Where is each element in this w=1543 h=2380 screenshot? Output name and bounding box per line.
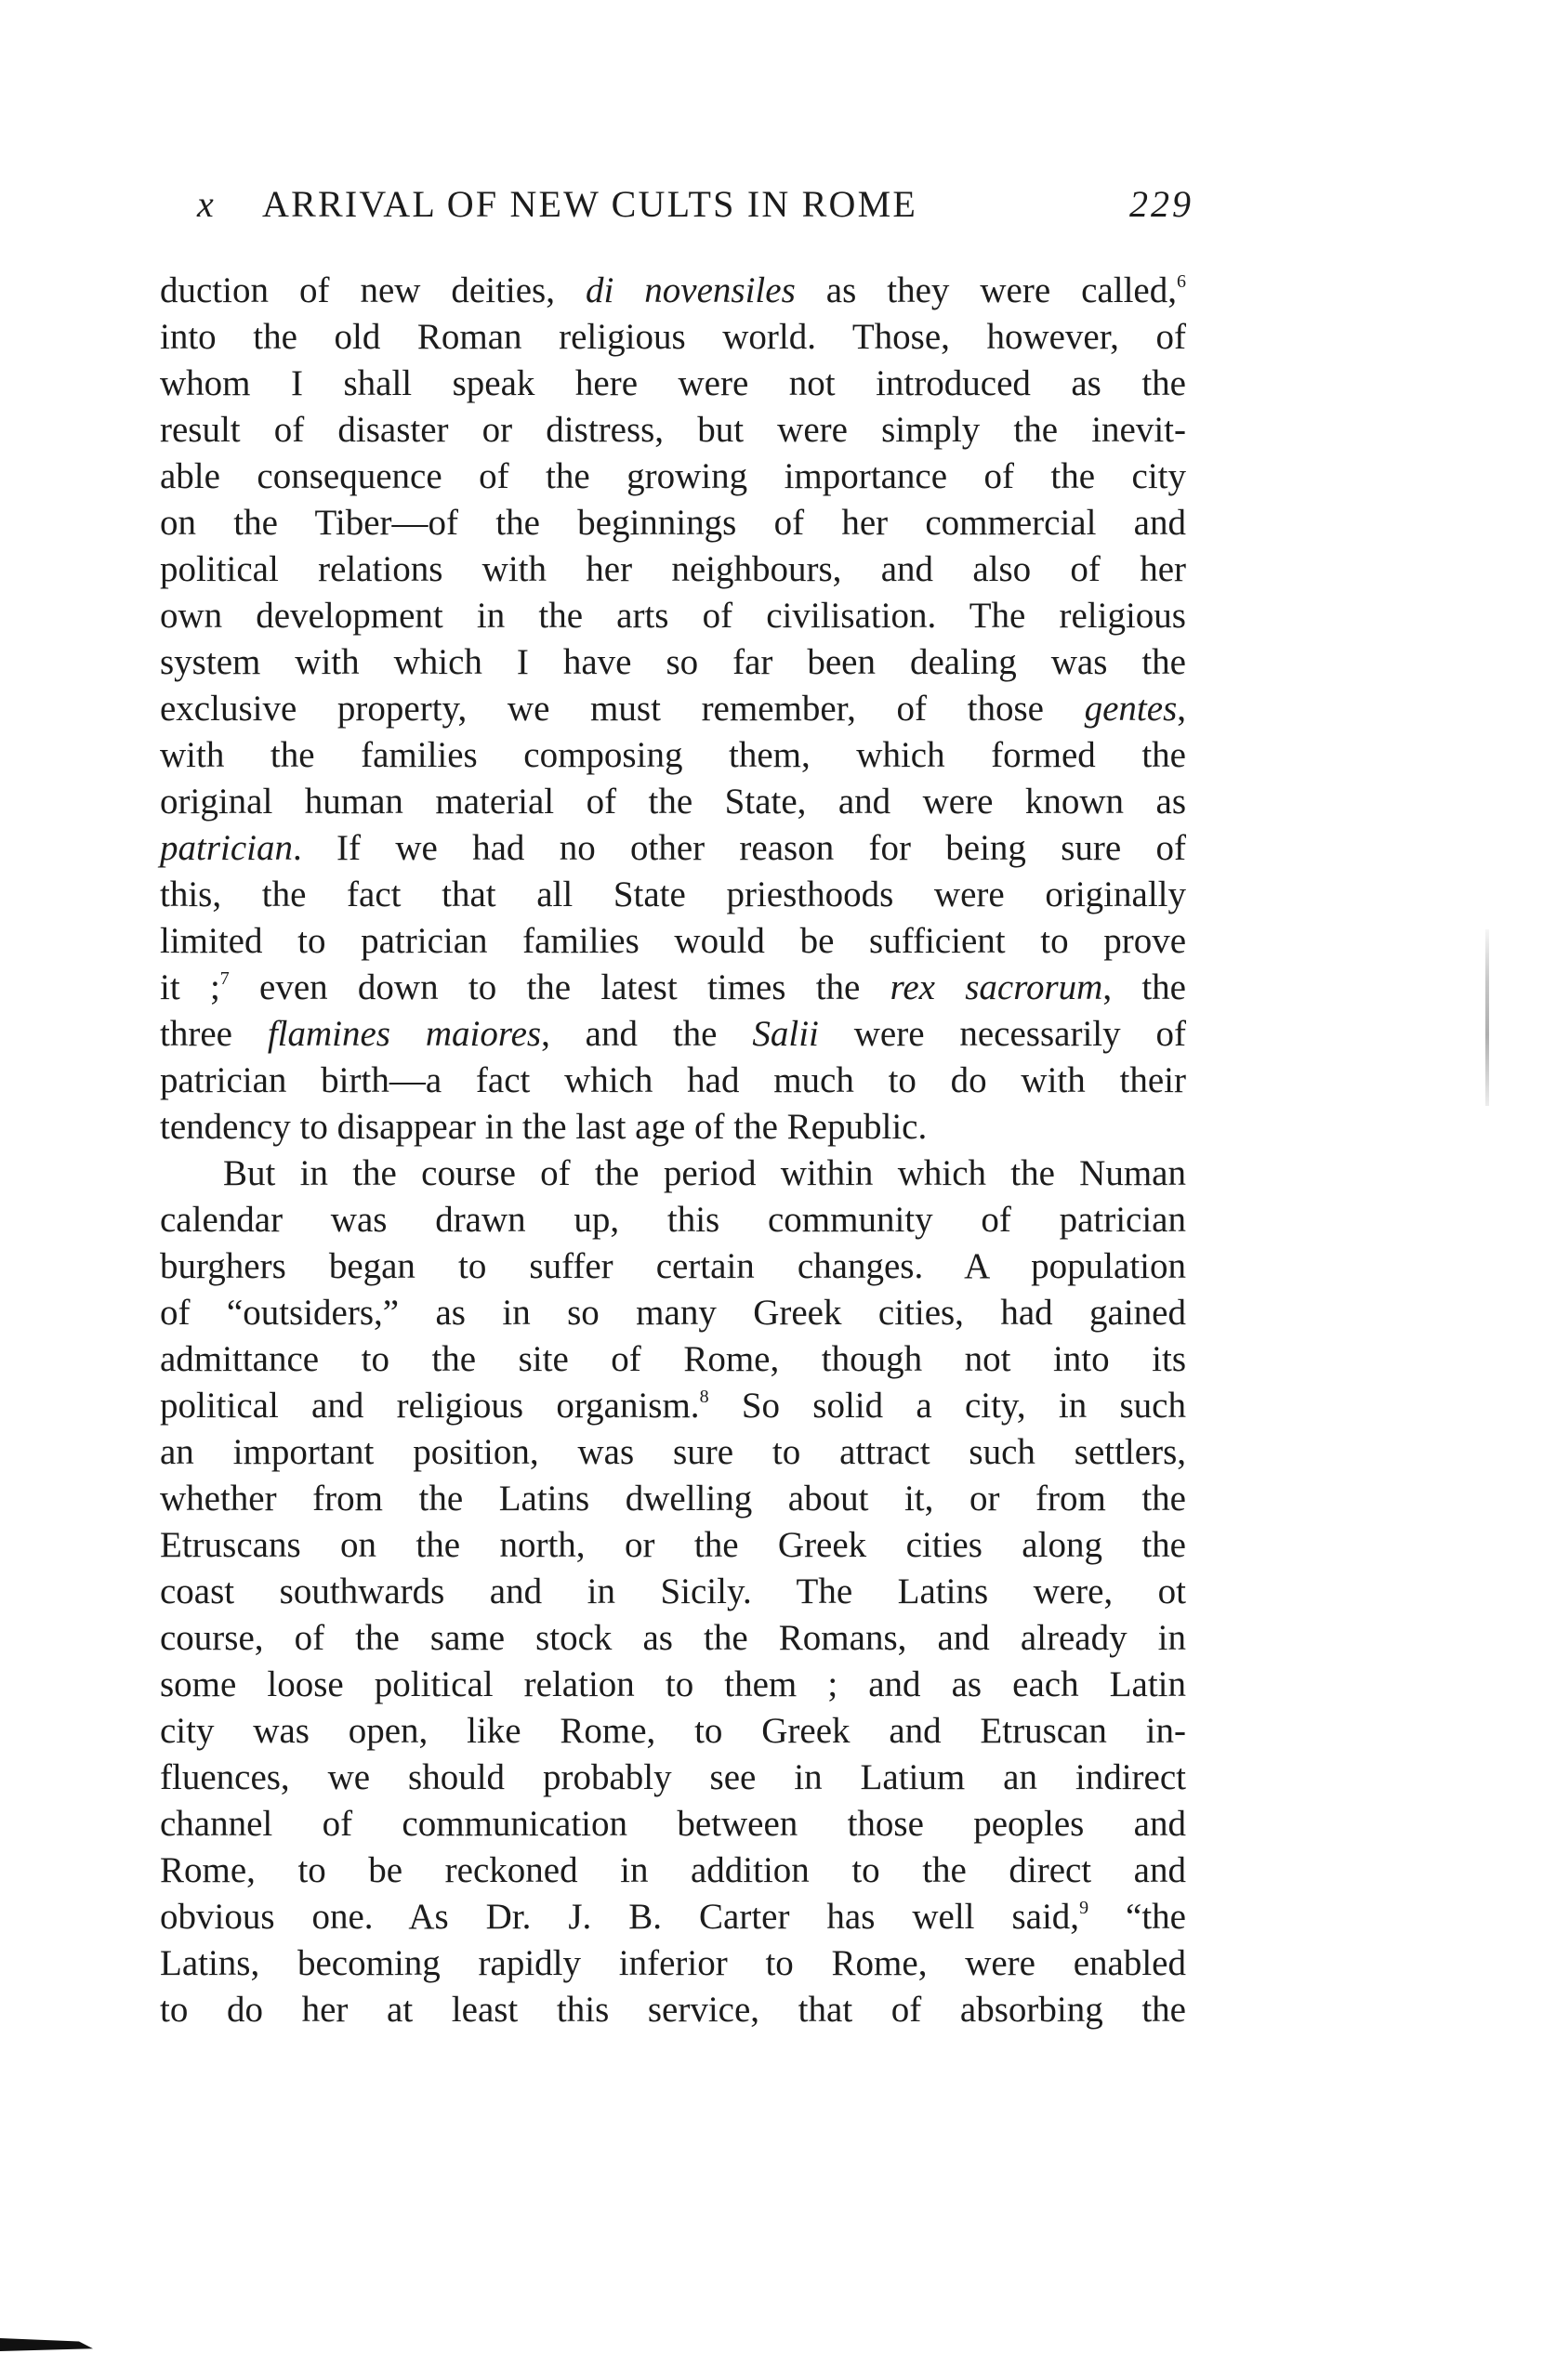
text-line: system with which I have so far been dealing was the: [160, 642, 1186, 682]
text-line: to do her at least this service, that of absorbing the: [160, 1990, 1186, 2030]
text-line: own development in the arts of civilisation. The religious: [160, 596, 1186, 636]
chapter-numeral: x: [197, 183, 216, 225]
scan-mark-bottom: [0, 2338, 93, 2351]
text-line: into the old Roman religious world. Those, however, of: [160, 317, 1186, 357]
text-line: exclusive property, we must remember, of those gentes,: [160, 689, 1186, 729]
running-head-title: ARRIVAL OF NEW CULTS IN ROME: [262, 183, 917, 225]
text-line: Etruscans on the north, or the Greek cities along the: [160, 1525, 1186, 1565]
text-line: patrician birth—a fact which had much to do with their: [160, 1060, 1186, 1100]
text-line: original human material of the State, and were known as: [160, 782, 1186, 822]
text-line: whether from the Latins dwelling about it, or from the: [160, 1479, 1186, 1519]
body-text: [160, 268, 1186, 2033]
text-line: fluences, we should probably see in Latium an indirect: [160, 1757, 1186, 1797]
text-line: Latins, becoming rapidly inferior to Rome, were enabled: [160, 1943, 1186, 1983]
text-line: on the Tiber—of the beginnings of her commercial and: [160, 503, 1186, 543]
text-line: coast southwards and in Sicily. The Latins were, ot: [160, 1571, 1186, 1611]
scan-mark: [1485, 929, 1489, 1106]
text-line: whom I shall speak here were not introduced as the: [160, 363, 1186, 403]
text-line: of “outsiders,” as in so many Greek cities, had gained: [160, 1293, 1186, 1333]
text-line: it ;$^7$ even down to the latest times the rex sacrorum, the: [160, 967, 1186, 1007]
text-line: burghers began to suffer certain changes. A population: [160, 1246, 1186, 1286]
running-head: [197, 182, 1194, 238]
text-line: with the families composing them, which formed the: [160, 735, 1186, 775]
text-line: But in the course of the period within which the Numan: [223, 1153, 1186, 1193]
text-line: obvious one. As Dr. J. B. Carter has well said,$^9$ “the: [160, 1897, 1186, 1937]
text-line: political and religious organism.$^8$ So solid a city, in such: [160, 1386, 1186, 1426]
text-line: city was open, like Rome, to Greek and Etruscan in-: [160, 1711, 1186, 1751]
text-line: admittance to the site of Rome, though not into its: [160, 1339, 1186, 1379]
text-line: channel of communication between those peoples and: [160, 1804, 1186, 1844]
text-line: some loose political relation to them ; and as each Latin: [160, 1664, 1186, 1704]
text-line: able consequence of the growing importance of the city: [160, 456, 1186, 496]
text-line: Rome, to be reckoned in addition to the direct and: [160, 1850, 1186, 1890]
text-line: limited to patrician families would be sufficient to prove: [160, 921, 1186, 961]
text-line: patrician. If we had no other reason for being sure of: [160, 828, 1186, 868]
text-line: an important position, was sure to attract such settlers,: [160, 1432, 1186, 1472]
text-line: duction of new deities, di novensiles as they were called,$^6$: [160, 270, 1186, 310]
text-line: course, of the same stock as the Romans, and already in: [160, 1618, 1186, 1658]
text-line: political relations with her neighbours, and also of her: [160, 549, 1186, 589]
text-line: calendar was drawn up, this community of patrician: [160, 1200, 1186, 1240]
text-line: three flamines maiores, and the Salii were necessarily of: [160, 1014, 1186, 1054]
text-line: result of disaster or distress, but were simply the inevit-: [160, 410, 1186, 450]
text-line: tendency to disappear in the last age of the Republic.: [160, 1107, 928, 1147]
page-number: 229: [1129, 183, 1194, 225]
text-line: this, the fact that all State priesthoods were originally: [160, 874, 1186, 914]
